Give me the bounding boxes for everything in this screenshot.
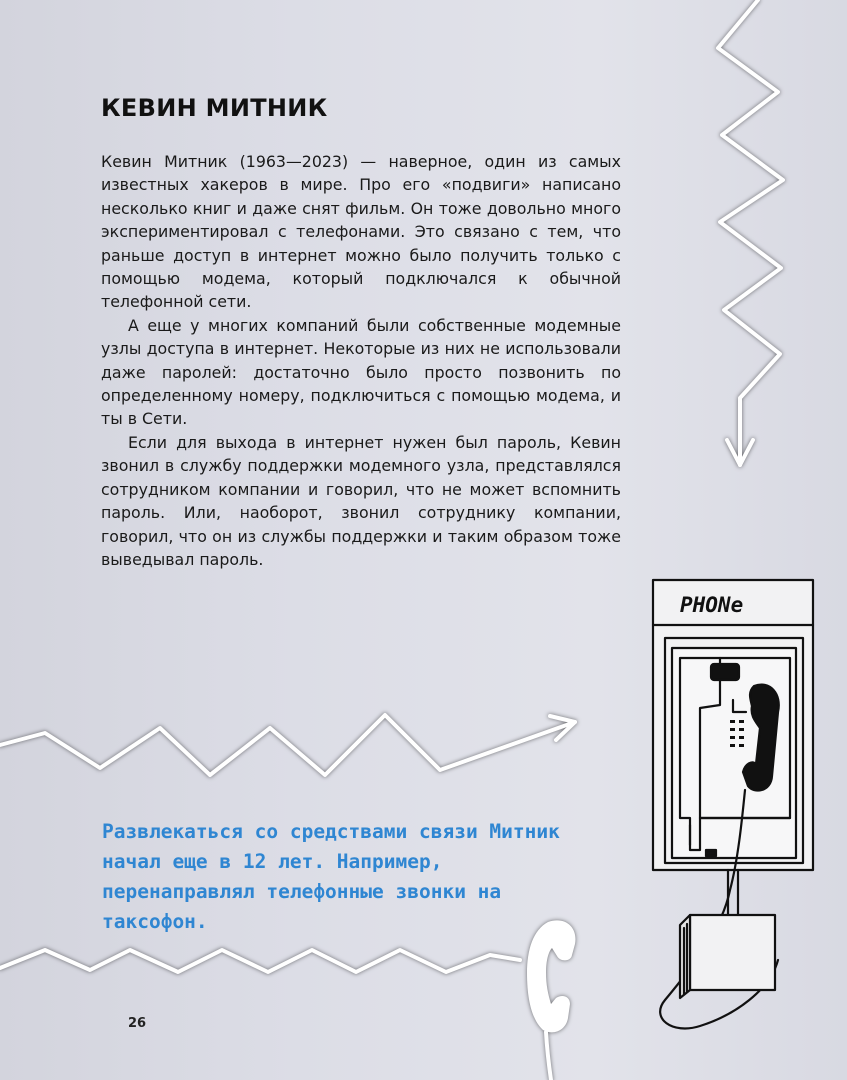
paragraph-2: А еще у многих компаний были собственные модемные узлы доступа в интернет. Некоторые из них не использовали даже паролей: достаточно было просто позвонить по определенному номеру, подключиться с помощью модема, и ты в Сети. [101,315,621,429]
phone-booth-label: PHONe [680,593,744,617]
white-handset-icon [527,920,575,1080]
paragraph-1: Кевин Митник (1963—2023) — наверное, один из самых известных хакеров в мире. Про его «подвиги» написано несколько книг и даже снят фильм. Он тоже довольно много экспериментировал с телефонами. Это связано с тем, что раньше доступ в интернет можно было получить только с помощью модема, который подключался к обычной телефонной сети. [101,152,621,312]
page-number: 26 [128,1016,147,1031]
horizontal-zigzag-arrow [0,715,575,775]
vertical-zigzag-arrow [718,0,783,465]
paragraph-3: Если для выхода в интернет нужен был пароль, Кевин звонил в службу поддержки модемного узла, представлялся сотрудником компании и говорил, что не может вспомнить пароль. Или, наоборот, звонил сотруднику компании, говорил, что он из службы поддержки и таким образом тоже выведывал пароль. [101,432,621,569]
callout-text: Развлекаться со средствами связи Митник начал еще в 12 лет. Например, перенаправлял телефонные звонки на таксофон. [102,820,560,933]
bottom-zigzag [0,950,520,972]
article-body [101,150,621,571]
page-title: КЕВИН МИТНИК [101,94,328,122]
payphone-illustration [653,580,813,1028]
